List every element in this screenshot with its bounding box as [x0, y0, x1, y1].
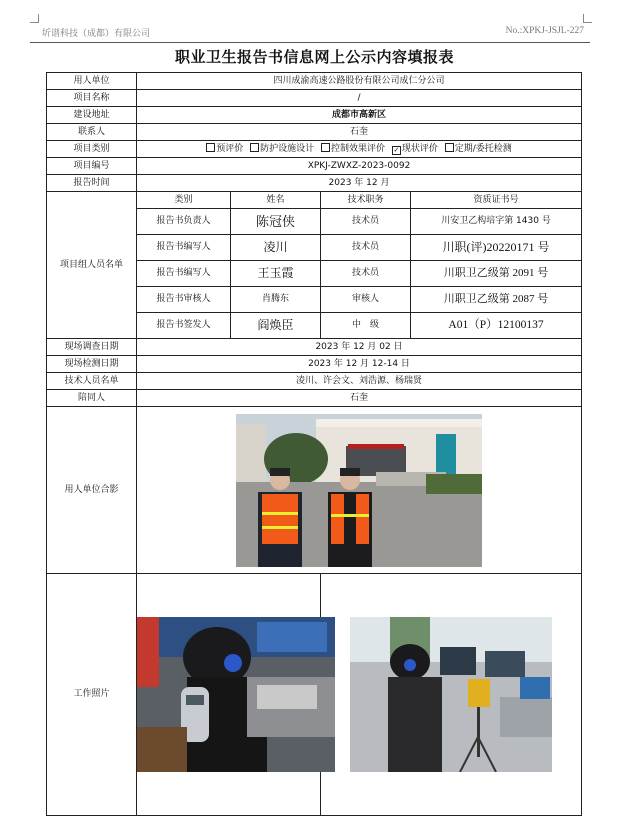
team-name: 阎焕臣: [231, 313, 321, 339]
vest-stripe: [331, 514, 369, 517]
project-name-value: /: [137, 90, 582, 107]
staff-value: 凌川、许会文、刘浩源、杨瑞贤: [137, 373, 582, 390]
testing-date-value: 2023 年 12 月 12-14 日: [137, 356, 582, 373]
document-number: No.:XPKJ-JSJL-227: [505, 26, 584, 36]
monitor-3: [520, 677, 550, 699]
testing-date-label: 现场检测日期: [47, 356, 137, 373]
hand-area: [137, 727, 187, 772]
row-survey-date: [47, 339, 582, 356]
contact-value: 石奎: [137, 124, 582, 141]
team-title: 技术员: [321, 209, 411, 235]
blue-sign: [436, 434, 456, 474]
work-photo-cell-left: [137, 574, 321, 816]
team-title: 技术员: [321, 235, 411, 261]
row-project-no: [47, 158, 582, 175]
roof: [316, 419, 482, 427]
work-photo-cell-right: [321, 574, 582, 816]
team-name: 王玉霞: [231, 261, 321, 287]
survey-date-value: 2023 年 12 月 02 日: [137, 339, 582, 356]
category-option[interactable]: 定期/委托检测: [445, 144, 512, 154]
checkbox[interactable]: [321, 143, 330, 152]
escort-value: 石奎: [137, 390, 582, 407]
project-no-label: 项目编号: [47, 158, 137, 175]
vest-stripe: [262, 526, 298, 529]
report-time-label: 报告时间: [47, 175, 137, 192]
team-label: 项目组人员名单: [47, 192, 137, 339]
team-header: 姓名: [231, 192, 321, 209]
checkbox[interactable]: [445, 143, 454, 152]
team-cert: 川职卫乙级第 2091 号: [411, 261, 582, 287]
work-photo-label: 工作照片: [47, 574, 137, 816]
category-option[interactable]: 预评价: [206, 144, 243, 154]
team-name: 肖腾东: [231, 287, 321, 313]
project-no-value: XPKJ-ZWXZ-2023-0092: [137, 158, 582, 175]
checkbox[interactable]: [206, 143, 215, 152]
tripod-pole: [477, 707, 480, 757]
team-header: 资质证书号: [411, 192, 582, 209]
employer-value: 四川成渝高速公路股份有限公司成仁分公司: [137, 73, 582, 90]
checkbox[interactable]: [250, 143, 259, 152]
team-header-row: [47, 192, 582, 209]
person-right-hair: [340, 468, 360, 476]
site-label: 建设地址: [47, 107, 137, 124]
team-name: 陈冠侠: [231, 209, 321, 235]
category-option[interactable]: ✓ 现状评价: [393, 144, 438, 154]
team-role: 报告书编写人: [137, 235, 231, 261]
group-photo-label: 用人单位合影: [47, 407, 137, 574]
row-testing-date: [47, 356, 582, 373]
category-option[interactable]: 控制效果评价: [321, 144, 385, 154]
corner-mark-right: [583, 14, 592, 23]
team-role: 报告书审核人: [137, 287, 231, 313]
team-title: 审核人: [321, 287, 411, 313]
equipment: [257, 685, 317, 709]
hair-tie: [404, 659, 416, 671]
row-project-name: [47, 90, 582, 107]
chair: [388, 677, 442, 772]
group-photo-cell: [137, 407, 582, 574]
meter-display: [186, 695, 204, 705]
safety-vest-left: [262, 494, 298, 544]
team-name: 凌川: [231, 235, 321, 261]
site-value: 成都市高新区: [137, 107, 582, 124]
team-title: 技术员: [321, 261, 411, 287]
escort-label: 陪同人: [47, 390, 137, 407]
row-work-photos: [47, 574, 582, 816]
team-role: 报告书签发人: [137, 313, 231, 339]
team-cert: 川职卫乙级第 2087 号: [411, 287, 582, 313]
category-options: [137, 141, 582, 158]
team-cert: A01（P）12100137: [411, 313, 582, 339]
disclosure-table: [46, 72, 582, 816]
group-photo: [236, 414, 482, 567]
hair-tie: [224, 654, 242, 672]
work-photo-left: [137, 617, 335, 772]
red-banner: [348, 444, 404, 449]
team-role: 报告书编写人: [137, 261, 231, 287]
work-photo-right: [350, 617, 552, 772]
team-title: 中 级: [321, 313, 411, 339]
monitor-2: [485, 651, 525, 677]
employer-label: 用人单位: [47, 73, 137, 90]
page-title: 职业卫生报告书信息网上公示内容填报表: [174, 48, 454, 66]
team-header: 技术职务: [321, 192, 411, 209]
row-contact: [47, 124, 582, 141]
vest-stripe: [262, 512, 298, 515]
team-header: 类别: [137, 192, 231, 209]
safety-vest-right: [331, 494, 344, 544]
report-time-value: 2023 年 12 月: [137, 175, 582, 192]
desk: [500, 697, 552, 737]
row-staff: [47, 373, 582, 390]
category-option[interactable]: 防护设施设计: [250, 144, 314, 154]
team-cert: 川职(评)20220171 号: [411, 235, 582, 261]
corner-mark-left: [30, 14, 39, 23]
person-left-hair: [270, 468, 290, 476]
team-role: 报告书负责人: [137, 209, 231, 235]
page-header: [30, 24, 590, 43]
row-report-time: [47, 175, 582, 192]
screen: [257, 622, 327, 652]
team-cert: 川安卫乙构培字第 1430 号: [411, 209, 582, 235]
project-name-label: 项目名称: [47, 90, 137, 107]
shrubs: [426, 474, 482, 494]
staff-label: 技术人员名单: [47, 373, 137, 390]
safety-vest-right: [356, 494, 369, 544]
row-employer: [47, 73, 582, 90]
category-label: 项目类别: [47, 141, 137, 158]
row-escort: [47, 390, 582, 407]
left-wall: [236, 424, 266, 484]
contact-label: 联系人: [47, 124, 137, 141]
survey-date-label: 现场调查日期: [47, 339, 137, 356]
noise-meter: [468, 679, 490, 707]
red-panel: [137, 617, 159, 687]
row-category: [47, 141, 582, 158]
monitor-1: [440, 647, 476, 675]
row-site: [47, 107, 582, 124]
checkbox-checked[interactable]: ✓: [393, 146, 400, 154]
company-name: 圻谱科技（成都）有限公司: [42, 29, 151, 39]
row-group-photo: [47, 407, 582, 574]
